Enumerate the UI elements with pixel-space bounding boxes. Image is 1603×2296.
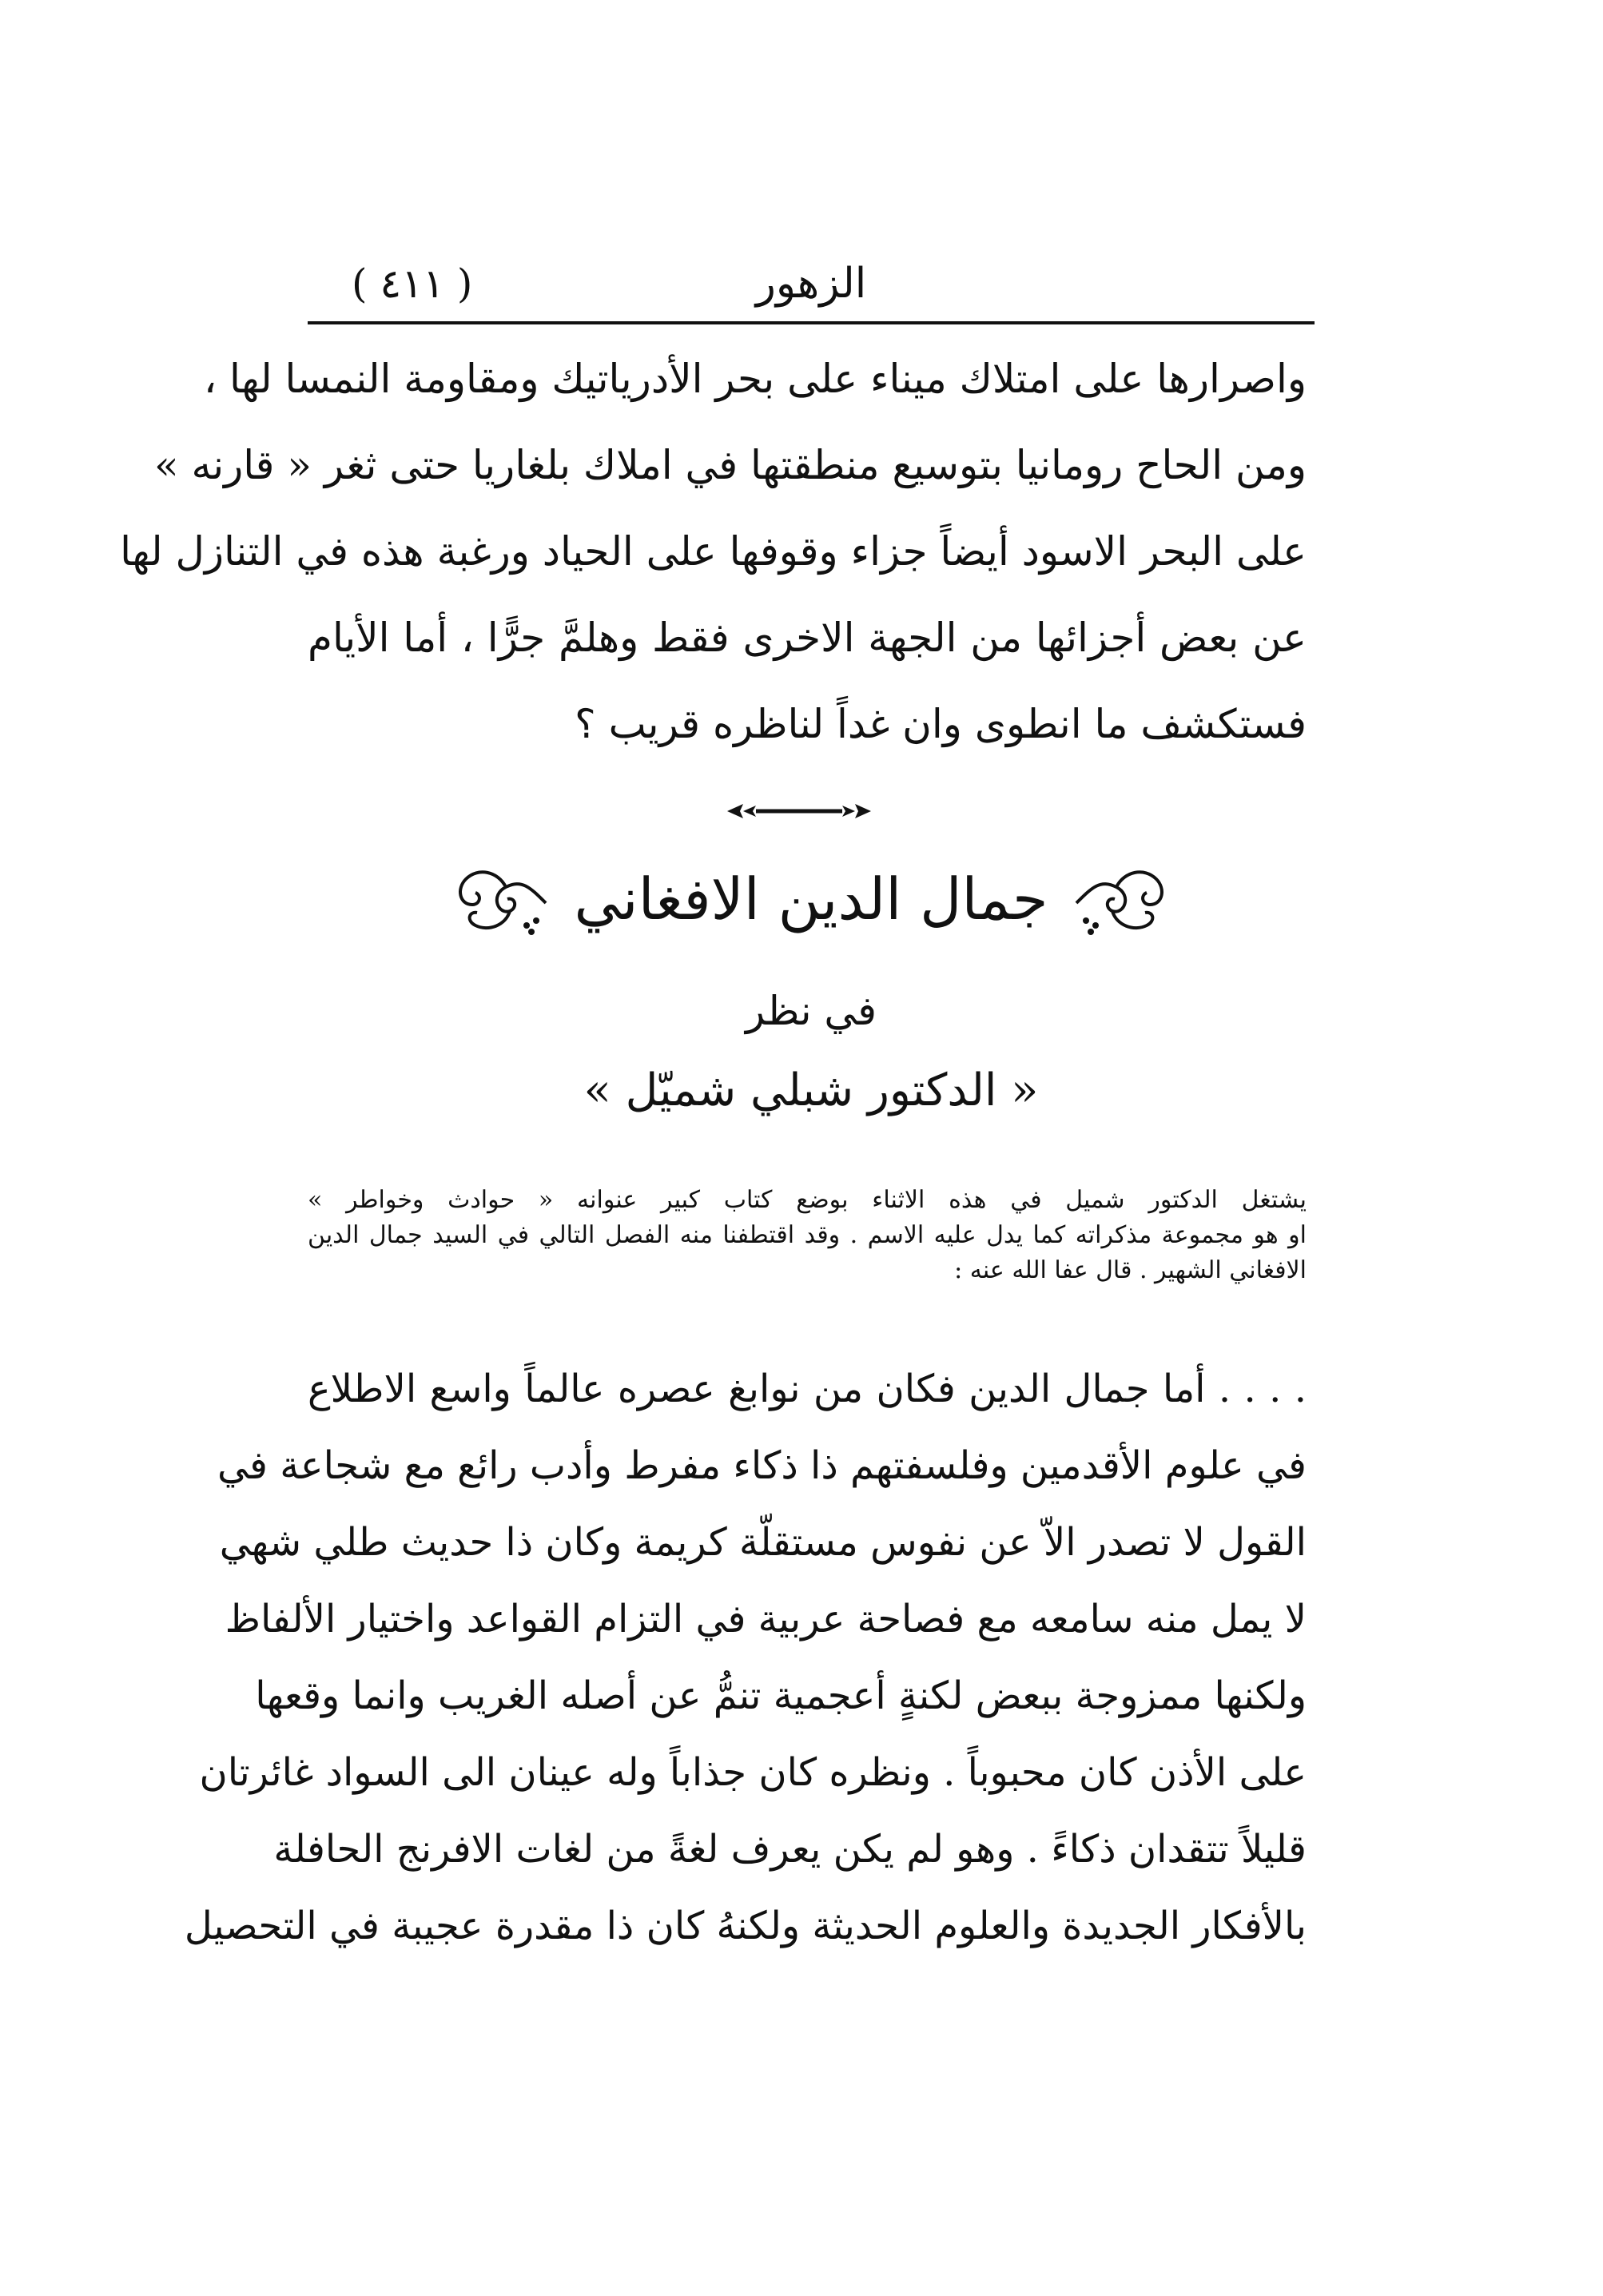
body-paragraph [184, 1351, 1307, 1964]
intro-note [308, 1183, 1307, 1288]
top-paragraph [120, 336, 1307, 767]
text-line: . . . . أما جمال الدين فكان من نوابغ عصره عالماً واسع الاطلاع [308, 1367, 1307, 1411]
section-title [320, 847, 1303, 951]
text-line: في علوم الأقدمين وفلسفتهم ذا ذكاء مفرط وأدب رائع مع شجاعة في [217, 1443, 1307, 1488]
page-number: ( ٤١١ ) [352, 261, 473, 307]
author-name: « الدكتور شبلي شميّل » [583, 1064, 1039, 1116]
section-subtitle: في نظر [746, 988, 877, 1034]
text-line: ومن الحاح رومانيا بتوسيع منطقتها في املاك بلغاريا حتى ثغر « قارنه » [153, 442, 1307, 488]
text-line: بالأفكار الجديدة والعلوم الحديثة ولكنهُ كان ذا مقدرة عجيبة في التحصيل [184, 1904, 1307, 1948]
page-header [320, 252, 1303, 316]
title-ornament-left [450, 855, 554, 943]
text-line: واصرارها على امتلاك ميناء على بحر الأدرياتيك ومقاومة النمسا لها ، [204, 356, 1307, 402]
note-line: الافغاني الشهير . قال عفا الله عنه : [954, 1256, 1307, 1284]
running-title: الزهور [755, 260, 867, 308]
text-line: لا يمل منه سامعه مع فصاحة عربية في التزام القواعد واختيار الألفاظ [225, 1597, 1307, 1641]
note-line: او هو مجموعة مذكراته كما يدل عليه الاسم . وقد اقتطفنا منه الفصل التالي في السيد جمال الدين [308, 1221, 1307, 1249]
text-line: ولكنها ممزوجة ببعض لكنةٍ أعجمية تنمُّ عن أصله الغريب وانما وقعها [255, 1673, 1307, 1718]
text-line: على الأذن كان محبوباً . ونظره كان جذاباً وله عينان الى السواد غائرتان [199, 1750, 1307, 1795]
note-line: يشتغل الدكتور شميل في هذه الاثناء بوضع كتاب كبير عنوانه « حوادث وخواطر » [308, 1186, 1307, 1214]
text-line: فستكشف ما انطوى وان غداً لناظره قريب ؟ [575, 701, 1307, 747]
text-line: قليلاً تتقدان ذكاءً . وهو لم يكن يعرف لغةً من لغات الافرنج الحافلة [273, 1827, 1307, 1872]
text-line: على البحر الاسود أيضاً جزاء وقوفها على الحياد ورغبة هذه في التنازل لها [120, 528, 1307, 575]
section-divider-ornament [719, 799, 879, 823]
text-line: القول لا تصدر الاّ عن نفوس مستقلّة كريمة وكان ذا حديث طلي شهي [219, 1520, 1307, 1565]
title-ornament-right [1068, 855, 1172, 943]
text-line: عن بعض أجزائها من الجهة الاخرى فقط وهلمَّ جرًّا ، أما الأيام [308, 615, 1307, 661]
header-rule [308, 321, 1315, 324]
section-title-text: جمال الدين الافغاني [574, 865, 1048, 933]
